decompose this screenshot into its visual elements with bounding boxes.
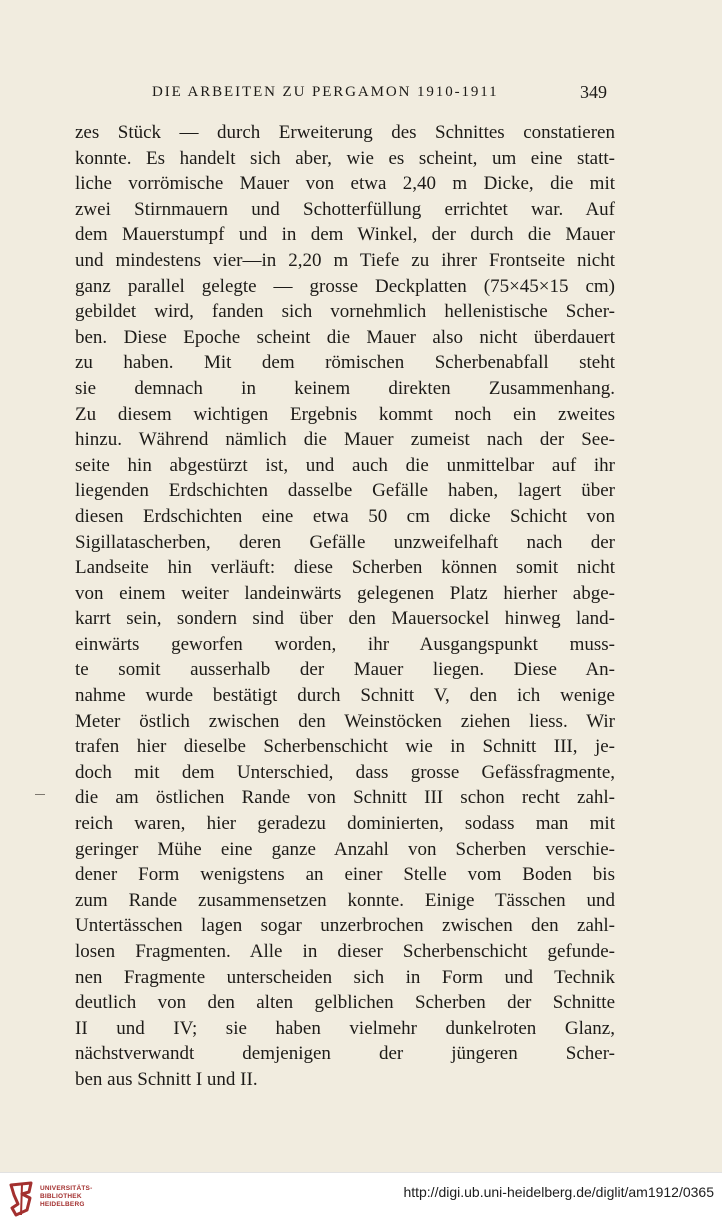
text-line: ben. Diese Epoche scheint die Mauer also nicht überdauert: [75, 326, 615, 348]
library-name-line: UNIVERSITÄTS-: [40, 1185, 93, 1192]
text-line: von einem weiter landeinwärts gelegenen Platz hierher abge-: [75, 582, 615, 604]
text-line: dem Mauerstumpf und in dem Winkel, der durch die Mauer: [75, 224, 615, 246]
text-line: einwärts geworfen worden, ihr Ausgangspunkt muss-: [75, 633, 615, 655]
text-line: zwei Stirnmauern und Schotterfüllung errichtet war. Auf: [75, 198, 615, 220]
text-line: zes Stück — durch Erweiterung des Schnittes constatieren: [75, 122, 615, 143]
text-line: te somit ausserhalb der Mauer liegen. Diese An-: [75, 659, 615, 681]
text-line: II und IV; sie haben vielmehr dunkelroten Glanz,: [75, 1017, 615, 1039]
body-text: [75, 120, 615, 1093]
text-line: losen Fragmenten. Alle in dieser Scherbenschicht gefunde-: [75, 941, 615, 962]
margin-dash: [35, 794, 45, 795]
text-line: ganz parallel gelegte — grosse Deckplatten (75×45×15 cm): [75, 275, 615, 297]
text-line: zum Rande zusammensetzen konnte. Einige Tässchen und: [75, 889, 615, 911]
text-line: zu haben. Mit dem römischen Scherbenabfall steht: [75, 352, 615, 374]
text-line: Meter östlich zwischen den Weinstöcken ziehen liess. Wir: [75, 710, 615, 732]
running-head: [0, 84, 722, 108]
page-number: 349: [580, 82, 607, 102]
library-logo: [8, 1180, 98, 1218]
library-seal-icon: [8, 1180, 36, 1218]
text-line: nächstverwandt demjenigen der jüngeren Scher-: [75, 1043, 615, 1065]
library-footer: [0, 1172, 722, 1225]
text-line: liche vorrömische Mauer von etwa 2,40 m Dicke, die mit: [75, 173, 615, 195]
text-line: hinzu. Während nämlich die Mauer zumeist nach der See-: [75, 429, 615, 451]
text-line: Sigillatascherben, deren Gefälle unzweifelhaft nach der: [75, 531, 615, 553]
text-line: doch mit dem Unterschied, dass grosse Gefässfragmente,: [75, 761, 615, 783]
text-line: geringer Mühe eine ganze Anzahl von Scherben verschie-: [75, 838, 615, 860]
text-line: nen Fragmente unterscheiden sich in Form und Technik: [75, 966, 615, 988]
text-line: trafen hier dieselbe Scherbenschicht wie in Schnitt III, je-: [75, 736, 615, 758]
text-line: Untertässchen lagen sogar unzerbrochen zwischen den zahl-: [75, 915, 615, 937]
text-line: seite hin abgestürzt ist, und auch die unmittelbar auf ihr: [75, 454, 615, 476]
library-name-line: BIBLIOTHEK: [40, 1193, 82, 1200]
text-line: karrt sein, sondern sind über den Mauersockel hinweg land-: [75, 608, 615, 630]
text-line: die am östlichen Rande von Schnitt III schon recht zahl-: [75, 787, 615, 809]
text-line: sie demnach in keinem direkten Zusammenhang.: [75, 377, 615, 399]
text-line: ben aus Schnitt I und II.: [75, 1068, 258, 1090]
text-line: gebildet wird, fanden sich vornehmlich hellenistische Scher-: [75, 301, 615, 323]
library-name-line: HEIDELBERG: [40, 1201, 85, 1208]
text-line: reich waren, hier geradezu dominierten, sodass man mit: [75, 813, 615, 835]
text-line: Zu diesem wichtigen Ergebnis kommt noch ein zweites: [75, 403, 615, 425]
library-name: [40, 1185, 98, 1209]
running-head-title: DIE ARBEITEN ZU PERGAMON 1910-1911: [152, 84, 499, 100]
text-line: dener Form wenigstens an einer Stelle vom Boden bis: [75, 864, 615, 886]
text-line: nahme wurde bestätigt durch Schnitt V, den ich wenige: [75, 685, 615, 707]
text-line: deutlich von den alten gelblichen Scherben der Schnitte: [75, 992, 615, 1014]
text-line: konnte. Es handelt sich aber, wie es scheint, um eine statt-: [75, 147, 615, 169]
text-line: liegenden Erdschichten dasselbe Gefälle haben, lagert über: [75, 480, 615, 502]
text-line: und mindestens vier—in 2,20 m Tiefe zu ihrer Frontseite nicht: [75, 249, 615, 271]
permalink-url[interactable]: http://digi.ub.uni-heidelberg.de/diglit/am1912/0365: [403, 1184, 714, 1200]
text-line: Landseite hin verläuft: diese Scherben können somit nicht: [75, 557, 615, 579]
text-line: diesen Erdschichten eine etwa 50 cm dicke Schicht von: [75, 505, 615, 527]
